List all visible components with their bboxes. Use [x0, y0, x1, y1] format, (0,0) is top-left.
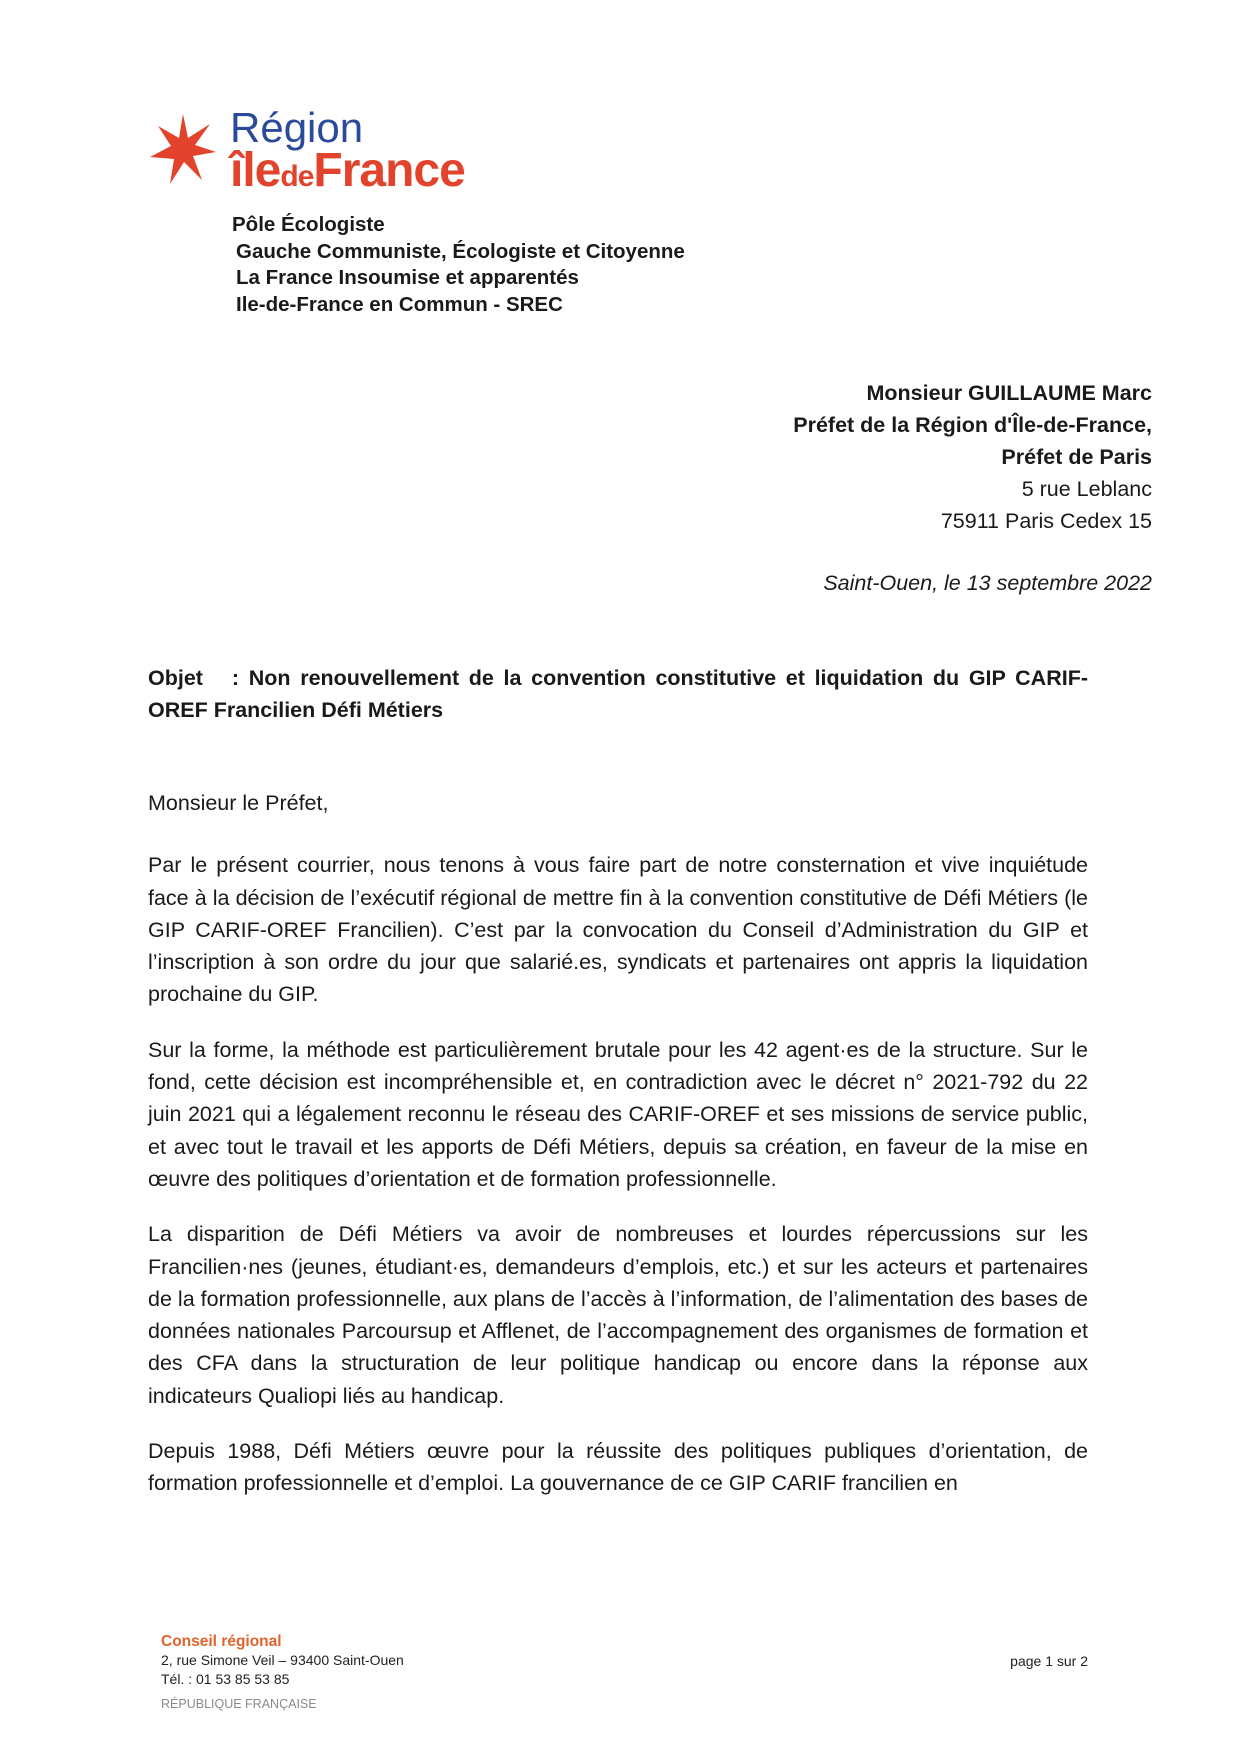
- logo-iledefrance-text: [230, 146, 465, 207]
- letter-body: [148, 787, 1088, 1523]
- group-line: La France Insoumise et apparentés: [236, 266, 579, 289]
- region-logo: [150, 104, 530, 200]
- page-number: page 1 sur 2: [1010, 1653, 1088, 1669]
- paragraph: Depuis 1988, Défi Métiers œuvre pour la réussite des politiques publiques d’orientation, de formation professionnelle et d’emploi. La gouvernance de ce GIP CARIF francilien en: [148, 1439, 1088, 1496]
- logo-ile: île: [230, 144, 281, 197]
- recipient-title-1: Préfet de la Région d'Île-de-France,: [793, 413, 1152, 437]
- logo-region-text: Région: [230, 104, 364, 151]
- group-line: Gauche Communiste, Écologiste et Citoyenne: [236, 239, 685, 263]
- logo-france: France: [313, 144, 465, 197]
- recipient-name: Monsieur GUILLAUME Marc: [866, 381, 1152, 405]
- logo-de: de: [280, 160, 314, 193]
- star-icon: [150, 112, 216, 186]
- footer-council: Conseil régional: [161, 1633, 282, 1650]
- paragraph: La disparition de Défi Métiers va avoir de nombreuses et lourdes répercussions sur les Francilien·nes (jeunes, étudiant·es, demandeurs d’emplois, etc.) et sur les acteurs et partenaires de la formation professionnelle, aux plans de l’accès à l’information, de l’alimentation des bases de données nationales Parcoursup et Afflenet, de l’accompagnement des organismes de formation et des CFA dans la structuration de leur politique handicap ou encore dans la réponse aux indicateurs Qualiopi liés au handicap.: [148, 1222, 1088, 1408]
- salutation: Monsieur le Préfet,: [148, 791, 329, 815]
- recipient-city: 75911 Paris Cedex 15: [940, 509, 1152, 533]
- letter-date: Saint-Ouen, le 13 septembre 2022: [823, 571, 1152, 595]
- group-line: Pôle Écologiste: [232, 213, 385, 236]
- recipient-address: [793, 377, 1152, 537]
- footer: [161, 1632, 404, 1714]
- group-line: Ile-de-France en Commun - SREC: [236, 292, 563, 316]
- recipient-title-2: Préfet de Paris: [1001, 445, 1152, 469]
- recipient-street: 5 rue Leblanc: [1021, 477, 1152, 501]
- paragraph: Sur la forme, la méthode est particulièrement brutale pour les 42 agent·es de la structure. Sur le fond, cette décision est incompréhensible et, en contradiction avec le décret n° 2021-792 du 22 juin 2021 qui a légalement reconnu le réseau des CARIF-OREF et ses missions de service public, et avec tout le travail et les apports de Défi Métiers, depuis sa création, en faveur de la mise en œuvre des politiques d’orientation et de formation professionnelle.: [148, 1037, 1088, 1191]
- letter-subject: Objet : Non renouvellement de la convention constitutive et liquidation du GIP CARIF-OREF Francilien Défi Métiers: [148, 666, 1088, 722]
- political-groups: [232, 212, 685, 318]
- paragraph: Par le présent courrier, nous tenons à vous faire part de notre consternation et vive inquiétude face à la décision de l’exécutif régional de mettre fin à la convention constitutive de Défi Métiers (le GIP CARIF-OREF Francilien). C’est par la convocation du Conseil d’Administration du GIP et l’inscription à son ordre du jour que salarié.es, syndicats et partenaires ont appris la liquidation prochaine du GIP.: [148, 853, 1088, 1007]
- footer-phone: Tél. : 01 53 85 53 85: [161, 1671, 290, 1687]
- footer-republic: RÉPUBLIQUE FRANÇAISE: [161, 1697, 317, 1711]
- footer-address: 2, rue Simone Veil – 93400 Saint-Ouen: [161, 1652, 404, 1668]
